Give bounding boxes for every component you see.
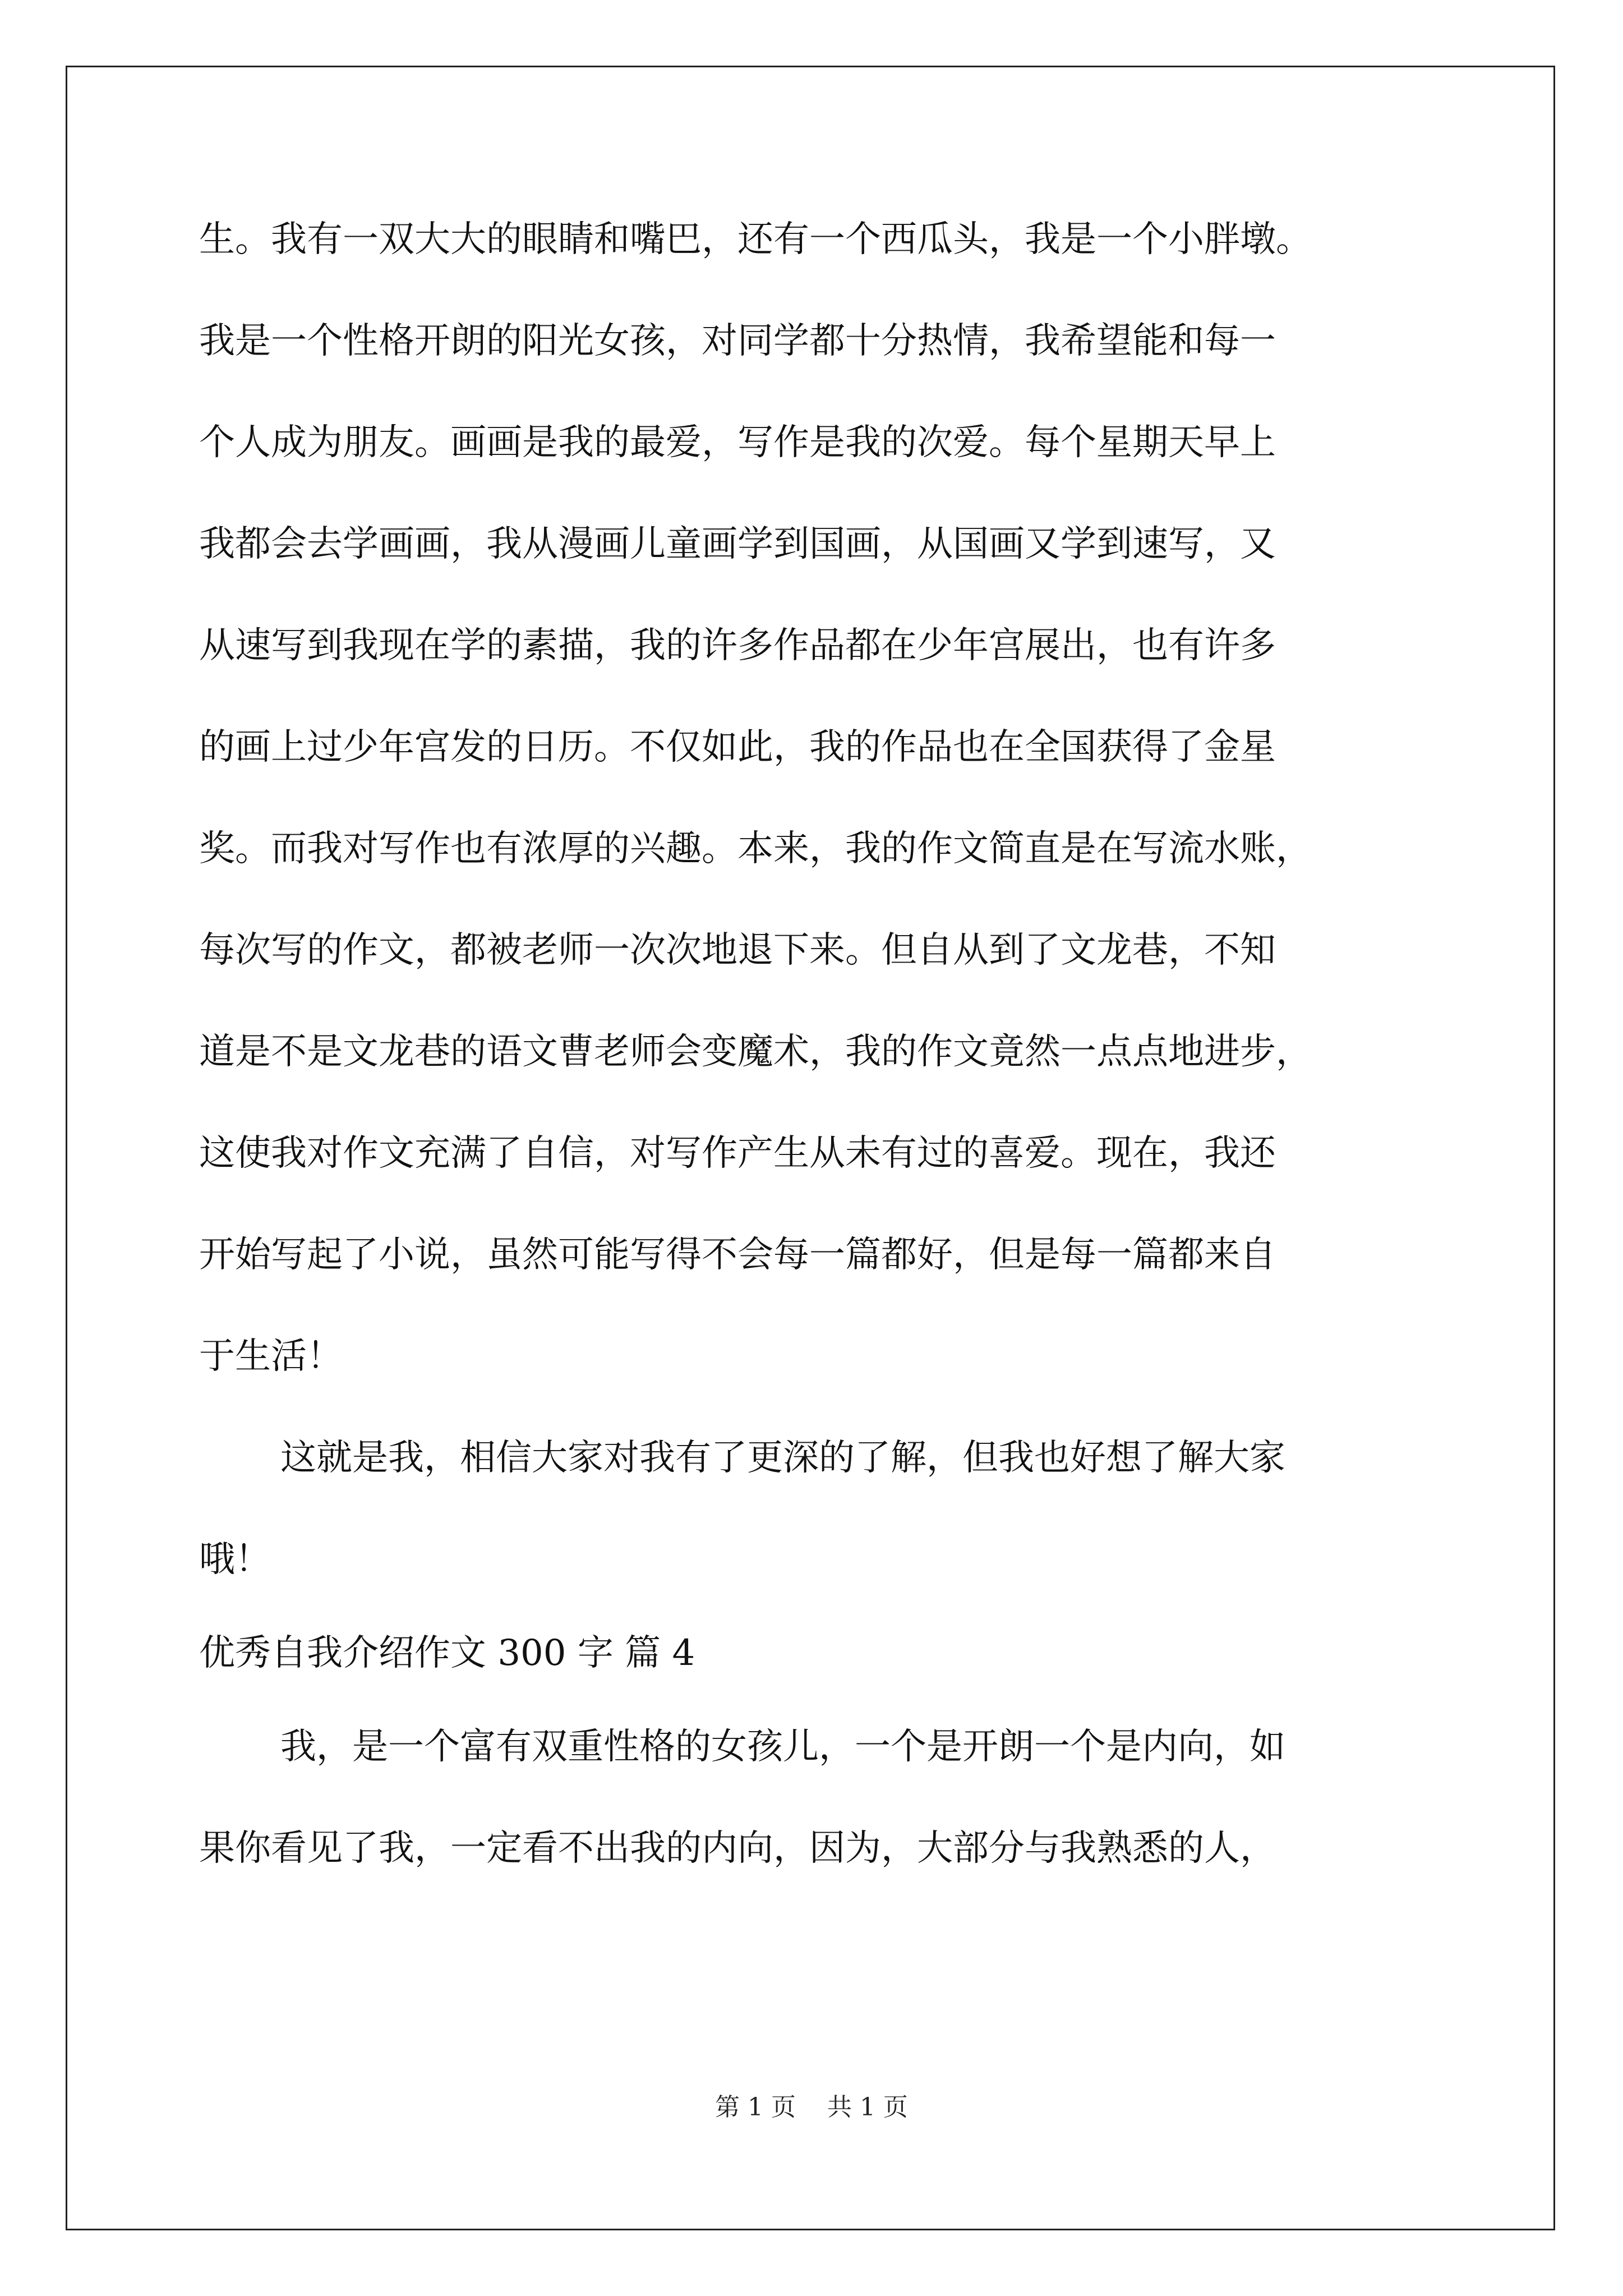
text-line: 每次写的作文，都被老师一次次地退下来。但自从到了文龙巷，不知: [199, 930, 1276, 971]
text-line: 哦！: [199, 1539, 271, 1580]
text-line: 于生活！: [199, 1336, 343, 1377]
text-line: 我是一个性格开朗的阳光女孩，对同学都十分热情，我希望能和每一: [199, 320, 1276, 362]
text-line: 的画上过少年宫发的日历。不仅如此，我的作品也在全国获得了金星: [199, 726, 1276, 768]
paragraph-start-line: 我，是一个富有双重性格的女孩儿，一个是开朗一个是内向，如: [280, 1726, 1285, 1768]
text-line: 从速写到我现在学的素描，我的许多作品都在少年宫展出，也有许多: [199, 625, 1276, 666]
document-body: [199, 219, 1467, 1932]
text-line: 开始写起了小说，虽然可能写得不会每一篇都好，但是每一篇都来自: [199, 1234, 1276, 1276]
section-heading: 优秀自我介绍作文 300 字 篇 4: [199, 1632, 695, 1674]
text-line: 果你看见了我，一定看不出我的内向，因为，大部分与我熟悉的人，: [199, 1828, 1276, 1869]
page-footer: 第 1 页 共 1 页: [715, 2093, 908, 2122]
text-line: 道是不是文龙巷的语文曹老师会变魔术，我的作文竟然一点点地进步，: [199, 1031, 1312, 1073]
text-line: 个人成为朋友。画画是我的最爱，写作是我的次爱。每个星期天早上: [199, 422, 1276, 463]
paragraph-start-line: 这就是我，相信大家对我有了更深的了解，但我也好想了解大家: [280, 1437, 1285, 1479]
text-line: 这使我对作文充满了自信，对写作产生从未有过的喜爱。现在，我还: [199, 1133, 1276, 1174]
text-line: 我都会去学画画，我从漫画儿童画学到国画，从国画又学到速写，又: [199, 523, 1276, 565]
text-line: 生。我有一双大大的眼睛和嘴巴，还有一个西瓜头，我是一个小胖墩。: [199, 219, 1312, 260]
text-line: 奖。而我对写作也有浓厚的兴趣。本来，我的作文简直是在写流水账，: [199, 828, 1312, 869]
